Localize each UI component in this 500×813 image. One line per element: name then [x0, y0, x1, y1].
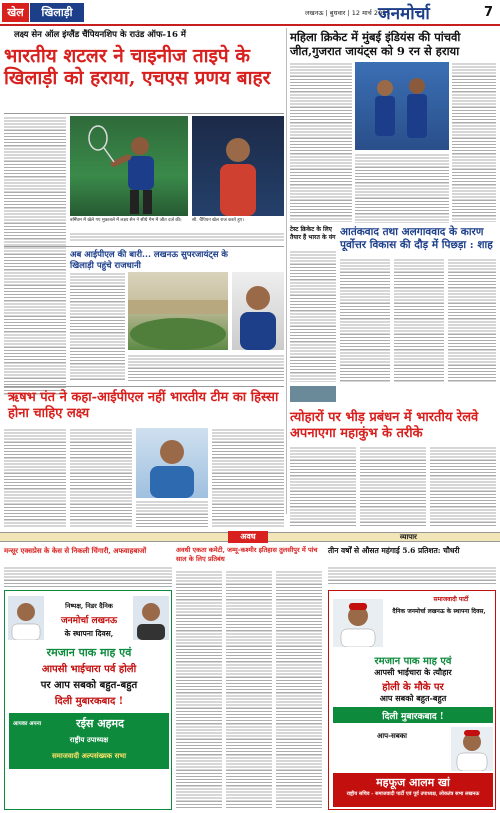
portrait-right-illustration: [133, 596, 169, 640]
bottom-mid-body-3: [276, 570, 322, 809]
ad-left-line1: निष्पक्ष, निडर दैनिक: [65, 602, 113, 610]
ad-left-sender-prefix: आपका अपना: [13, 721, 42, 727]
divider: [4, 113, 284, 114]
story4-photo: [290, 386, 336, 402]
story4-headline: आतंकवाद तथा अलगाववाद के कारण पूर्वोत्तर विकास की दौड़ में पिछड़ा : शाह: [340, 226, 493, 251]
vyapar-body: [328, 566, 496, 586]
masthead: जनमोर्चा: [378, 4, 430, 24]
ad-left-sender-title: राष्ट्रीय उपाध्यक्ष: [69, 735, 109, 744]
story2-body-mid: [355, 153, 449, 223]
story5-photo-pant: [136, 428, 208, 498]
story6-body-3: [430, 446, 496, 528]
ad-right-line5: आप सबको बहुत-बहुत: [379, 693, 447, 703]
story6-headline: त्योहारों पर भीड़ प्रबंधन में भारतीय रेलवे अपनाएगा महाकुंभ के तरीके: [290, 410, 479, 441]
ad-left: [4, 590, 172, 810]
story4-body-3: [448, 258, 496, 382]
player-portrait-illustration: [232, 272, 284, 350]
section-label-awadh: अवध: [228, 531, 268, 543]
story5-body-3: [212, 428, 284, 528]
story1-caption-right: सी. चैंपियन खेल राज करते हुए।: [192, 218, 244, 223]
ad-left-line5: आपसी भाईचारा पर्व होली: [41, 664, 137, 675]
story6-body-1: [290, 446, 356, 528]
ad-left-sender-org: समाजवादी अल्पसंख्यक सभा: [51, 751, 127, 760]
story3-body: [70, 272, 125, 382]
ad-right-sender-name: महफूज आलम खां: [376, 776, 450, 789]
bottom-left-headline: मन्सूर एक्सप्रेस के केस से निकली चिंगारी, अफवाहबाजों: [4, 546, 147, 555]
ad-left-sender-name: रईस अहमद: [76, 717, 124, 730]
dateline: लखनऊ | बुधवार | 12 मार्च 2025: [305, 9, 391, 17]
story1-photo-lakshya: [70, 116, 188, 216]
ad-right-sender-title: राष्ट्रीय सचिव - समाजवादी पार्टी एवं पूर्व उपाध्यक्ष, लोकतंत्र सभा लखनऊ: [346, 791, 480, 797]
bottom-mid-body-2: [226, 570, 272, 809]
story1-headline: भारतीय शटलर ने चाइनीज ताइपे के खिलाड़ी को हराया, एचएस प्रणय बाहर: [4, 45, 271, 89]
badminton-player-illustration: [70, 116, 188, 216]
story5-body-1: [4, 428, 66, 528]
page-number: 7: [484, 5, 494, 20]
vyapar-headline: तीन वर्षों से औसत महंगाई 5.6 प्रतिशत: चौधरी: [328, 546, 460, 555]
story2-headline: महिला क्रिकेट में मुंबई इंडियंस की पांचवी जीत,गुजरात जायंट्स को 9 रन से हराया: [290, 30, 461, 58]
section-label-khiladi: खिलाड़ी: [30, 3, 84, 22]
story1-body: [4, 116, 66, 396]
sidebar-body: [290, 250, 336, 382]
ad-right-line1: दैनिक जनमोर्चा लखनऊ के स्थापना दिवस,: [392, 608, 486, 615]
portrait-sender-illustration: [451, 727, 493, 771]
player-portrait-illustration: [136, 428, 208, 498]
column-divider: [286, 28, 287, 514]
story3-headline: अब आईपीएल की बारी... लखनऊ सुपरजायंट्स के खिलाड़ी पहुंचे राजधानी: [70, 250, 228, 271]
ad-left-line4: रमजान पाक माह एवं: [46, 646, 132, 659]
story4-body-2: [394, 258, 444, 382]
story1-caption-left: बर्मिंघम में खेले गए मुकाबले में लक्ष्य सेन ने सीधे गेम में जीत दर्ज की।: [70, 218, 182, 223]
bottom-mid-headline: अवधी एकता कमेटी, जम्मू-कश्मीर इतिहास तुलसीपुर में पांच साल के लिए प्रतिबंध: [176, 546, 318, 563]
section-label-vyapar: व्यापार: [400, 533, 417, 541]
ad-left-line7: दिली मुबारकबाद !: [54, 696, 124, 707]
story6-body-2: [360, 446, 426, 528]
ad-left-line6: पर आप सबको बहुत-बहुत: [40, 680, 138, 691]
divider: [4, 246, 284, 247]
ad-right-party: समाजवादी पार्टी: [433, 596, 469, 603]
story3-body-2: [128, 354, 284, 382]
story1-photo-player: [192, 116, 284, 216]
section-label-khel: खेल: [2, 3, 29, 22]
story2-body-right: [452, 62, 496, 222]
divider: [4, 386, 284, 387]
bottom-left-body: [4, 566, 172, 588]
cricket-players-illustration: [355, 62, 449, 150]
ad-left-line3: के स्थापना दिवस,: [64, 629, 114, 638]
sidebar-headline: टेस्ट क्रिकेट के लिए तैयार हैं भारत के यंग: [290, 226, 336, 241]
bottom-mid-body-1: [176, 570, 222, 809]
stadium-illustration: [128, 272, 228, 350]
story4-body-1: [340, 258, 390, 382]
ad-left-line2: जनमोर्चा लखनऊ: [60, 616, 118, 626]
story2-body-left: [290, 62, 352, 222]
ad-right-line3: आपसी भाईचारा के त्यौहार: [374, 667, 452, 677]
portrait-left-illustration: [8, 596, 44, 640]
story5-body-2: [70, 428, 132, 528]
portrait-leader-illustration: [333, 599, 383, 647]
story1-body-2: [70, 232, 284, 242]
ad-right-line2: रमजान पाक माह एवं: [374, 656, 452, 667]
player-illustration: [192, 116, 284, 216]
story5-headline: ऋषभ पंत ने कहा-आईपीएल नहीं भारतीय टीम का हिस्सा होना चाहिए लक्ष्य: [8, 390, 279, 421]
story2-photo-mi: [355, 62, 449, 150]
story3-photo-stadium: [128, 272, 228, 350]
ad-right-sender-prefix: आप-सबका: [377, 731, 407, 740]
ad-right: [328, 590, 496, 810]
story1-kicker: लक्ष्य सेन ऑल इंग्लैंड चैंपियनशिप के राउंड ऑफ-16 में: [14, 30, 186, 40]
ad-right-line4: होली के मौके पर: [382, 682, 444, 693]
ad-right-line6: दिली मुबारकबाद !: [382, 712, 444, 722]
story5-body-4: [136, 500, 208, 528]
story3-photo-player: [232, 272, 284, 350]
